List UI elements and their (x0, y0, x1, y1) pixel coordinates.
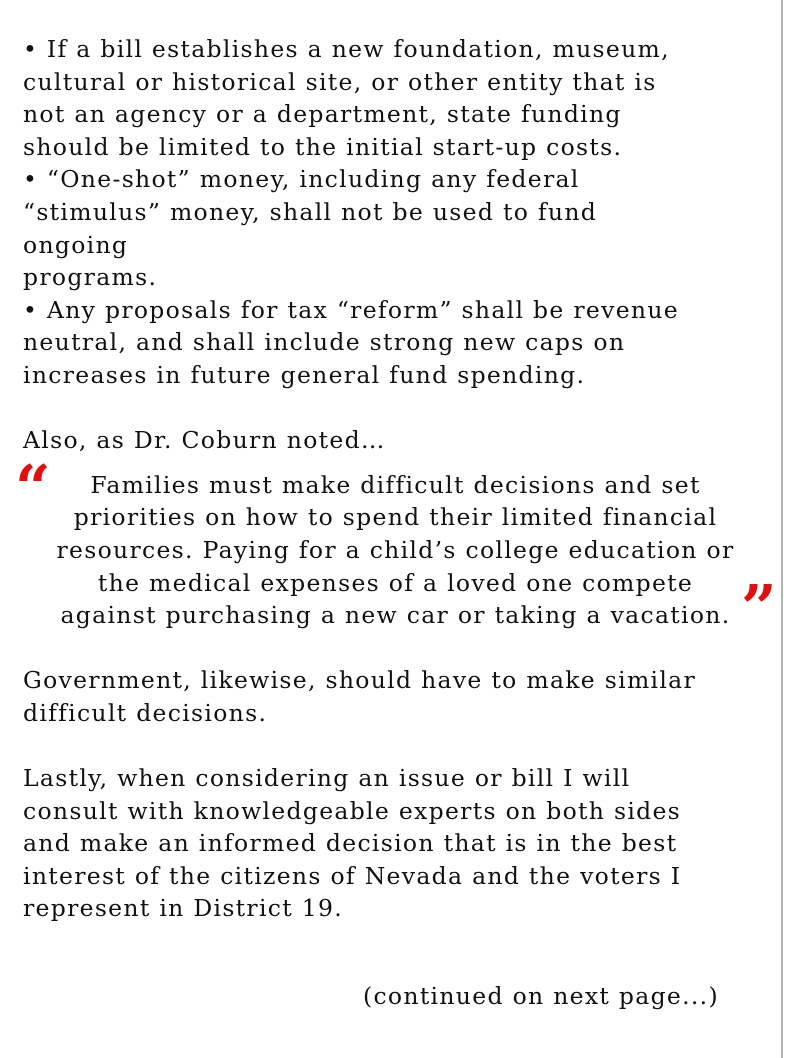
paragraph-line: interest of the citizens of Nevada and the voters I (23, 861, 682, 890)
open-quote-icon: “ (15, 450, 47, 524)
lastly-paragraph (23, 762, 768, 925)
bullet-text-line: “stimulus” money, shall not be used to fund (23, 197, 598, 226)
bullet-text-line: not an agency or a department, state funding (23, 100, 622, 129)
paragraph-line: consult with knowledgeable experts on both sides (23, 796, 682, 825)
bullet-text-line: • If a bill establishes a new foundation, museum, (23, 35, 670, 63)
intro-line (23, 424, 768, 457)
bullet-text-line: should be limited to the initial start-up costs. (23, 132, 623, 161)
pull-quote (15, 450, 773, 644)
bullet-list (23, 33, 768, 392)
quote-line: the medical expenses of a loved one compete (97, 568, 694, 597)
bullet-text-line: increases in future general fund spending. (23, 360, 586, 389)
government-paragraph (23, 664, 768, 729)
bullet-text-line: • “One-shot” money, including any federal (23, 165, 580, 194)
bullet-text-line: cultural or historical site, or other entity that is (23, 67, 657, 96)
paragraph-line: difficult decisions. (23, 698, 268, 727)
bullet-text-line: neutral, and shall include strong new caps on (23, 328, 626, 357)
continued-note: (continued on next page...) (363, 982, 719, 1010)
paragraph-line: and make an informed decision that is in the best (23, 829, 678, 858)
paragraph-line: represent in District 19. (23, 894, 344, 923)
quote-line: against purchasing a new car or taking a vacation. (60, 601, 731, 630)
document-body (15, 33, 773, 925)
close-quote-icon: ” (741, 570, 773, 644)
bullet-text-line: programs. (23, 263, 158, 292)
bullet-text-line: ongoing (23, 230, 129, 259)
intro-text: Also, as Dr. Coburn noted… (23, 426, 386, 455)
paragraph-line: Government, likewise, should have to make similar (23, 666, 697, 695)
paragraph-spacer (23, 392, 768, 425)
quote-line: resources. Paying for a child’s college education or (56, 535, 735, 564)
quote-line: priorities on how to spend their limited financial (73, 503, 718, 532)
paragraph-spacer (23, 729, 768, 762)
paragraph-line: Lastly, when considering an issue or bill I will (23, 764, 631, 793)
page-edge-rule (781, 0, 783, 1058)
quote-line: Families must make difficult decisions and set (90, 470, 701, 499)
paragraph-spacer (23, 632, 768, 665)
bullet-text-line: • Any proposals for tax “reform” shall be revenue (23, 295, 679, 324)
